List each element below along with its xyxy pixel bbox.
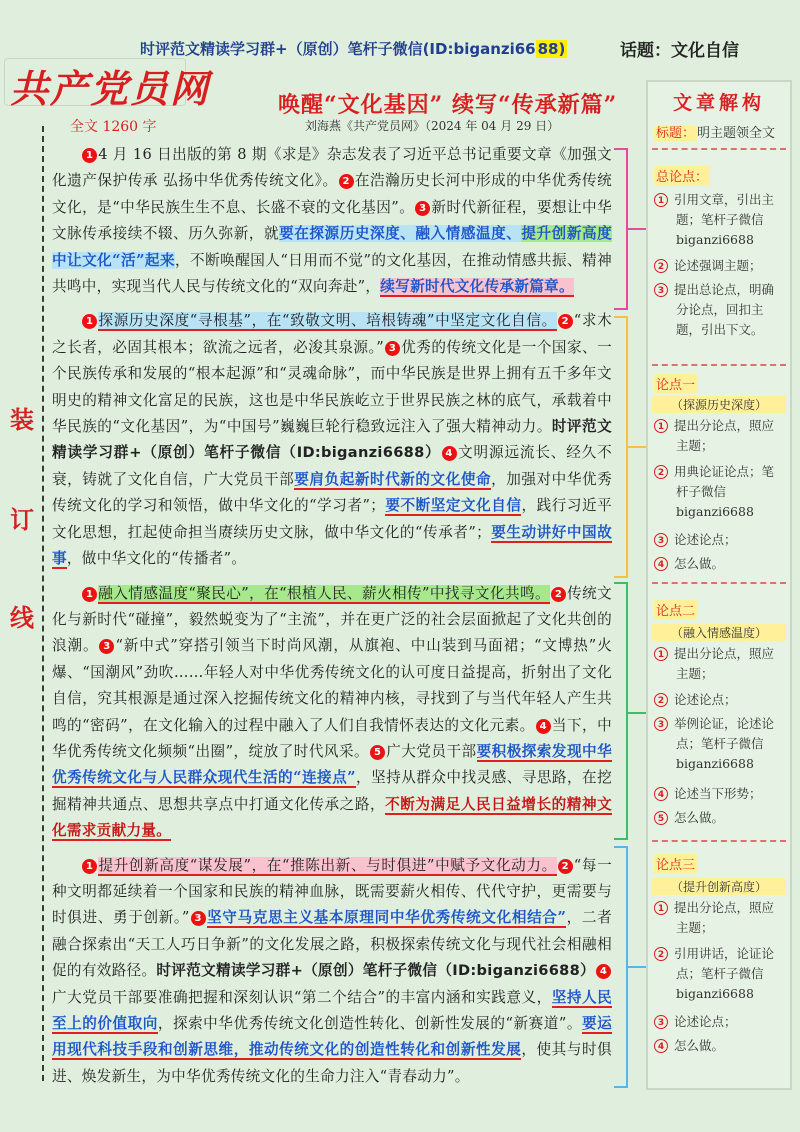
- sentence: 广大党员干部要准确把握和深刻认识“第二个结合”的丰富内涵和实践意义，: [52, 988, 552, 1006]
- point-one-head: 论点一: [654, 374, 697, 393]
- general-thesis-head: 总论点：: [654, 166, 710, 185]
- structure-item: [654, 416, 782, 456]
- action-highlight: 要运用现代科技手段和创新思维，推动传统文化的创造性转化和创新性发展: [52, 1015, 612, 1059]
- sentence: ，加强对中华优秀传统文化的学习和领悟，做中华文化的“学习者”；: [52, 470, 612, 515]
- thesis-highlight: 提升创新高度: [521, 225, 612, 243]
- item-number: 1: [654, 419, 668, 433]
- point-two-bracket: [614, 582, 628, 840]
- item-number: 3: [654, 283, 668, 297]
- action-highlight: 要积极探索发现中华优秀传统文化与人民群众现代生活的“连接点”: [52, 742, 612, 787]
- paragraph-point-three: [52, 853, 612, 1091]
- point-one-bracket: [614, 316, 628, 578]
- point-one-sub: （探源历史深度）: [652, 396, 786, 413]
- structure-item: [654, 190, 782, 250]
- item-number: 4: [654, 557, 668, 571]
- action-highlight: 要不断坚定文化自信: [385, 497, 522, 515]
- sentence-number: 1: [82, 148, 97, 163]
- sentence-number: 1: [82, 587, 97, 602]
- point-one-connector: [628, 446, 646, 448]
- item-number: 3: [654, 717, 668, 731]
- promo-text: 时评范文精读学习群+（原创）笔杆子微信（ID:biganzi6688）: [156, 962, 596, 980]
- topic-badge: 话题：文化自信: [620, 41, 739, 61]
- structure-item: [654, 898, 782, 938]
- item-text: 怎么做。: [674, 810, 725, 825]
- item-number: 2: [654, 259, 668, 273]
- structure-item: [654, 1012, 782, 1032]
- item-number: 5: [654, 811, 668, 825]
- item-text: 提出总论点，明确分论点，回扣主题，引出下文。: [674, 282, 775, 337]
- action-highlight: 坚持人民至上的价值取向: [52, 988, 612, 1032]
- title-note-text: 明主题领全文: [697, 126, 776, 141]
- header-highlight: 88): [537, 40, 566, 58]
- item-number: 3: [654, 1015, 668, 1029]
- article-title: 唤醒“文化基因” 续写“传承新篇”: [278, 92, 618, 118]
- sentence: ，做中华文化的“传播者”。: [66, 550, 247, 568]
- sentence: 广大党员干部: [386, 742, 477, 760]
- sentence-number: 2: [339, 174, 354, 189]
- sentence: 传统文化与新时代“碰撞”，毅然蜕变为了“主流”，并在更广泛的社会层面掀起了文化共创的浪潮。: [52, 584, 612, 655]
- sentence-number: 2: [558, 314, 573, 329]
- promo-text: 时评范文精读学习群+（原创）笔杆子微信（ID:biganzi6688）: [52, 418, 612, 462]
- sentence: ，探索中华优秀传统文化创造性转化、创新性发展的“新赛道”。: [157, 1015, 582, 1032]
- item-text: 提出分论点，照应主题；: [674, 418, 775, 453]
- structure-item: [654, 554, 782, 574]
- sentence-number: 5: [370, 745, 385, 760]
- item-text: 论述论点；: [674, 692, 737, 707]
- item-text: 论述强调主题；: [674, 258, 762, 273]
- sentence: 文明源远流长、经久不衰，铸就了文化自信，广大党员干部: [52, 444, 612, 488]
- point-three-connector: [628, 966, 646, 968]
- sentence-number: 2: [551, 587, 566, 602]
- sentence-number: 1: [82, 314, 97, 329]
- point-two-head: 论点二: [654, 600, 697, 619]
- item-text: 举例论证，论述论点；笔杆子微信 biganzi6688: [674, 716, 775, 771]
- sentence: ，不断唤醒国人“日用而不觉”的文化基因，在推动情感共振、精神共鸣中，实现当代人民与传统文化的“双向奔赴”，: [52, 251, 612, 296]
- sentence: “求木之长者，必固其根本；欲流之远者，必浚其泉源。”: [52, 312, 612, 356]
- binding-char: 线: [10, 603, 34, 632]
- structure-item: [654, 644, 782, 684]
- article-body: [52, 142, 612, 1090]
- sentence: 优秀的传统文化是一个国家、一个民族传承和发展的“根本起源”和“灵魂命脉”，而中华民族是世界上拥有五千多年文明史的精神文化富足的民族，这也是中华民族屹立于世界民族之林的底气，承载着中华民族的“文化基因”，为“中国号”巍巍巨轮行稳致远注入了强大精神动力。: [52, 338, 613, 436]
- subpoint-highlight: 提升创新高度“谋发展”，在“推陈出新、与时俱进”中赋予文化动力。: [98, 856, 557, 874]
- paragraph-point-two: [52, 581, 612, 845]
- structure-item: [654, 1036, 782, 1056]
- sentence-number: 3: [99, 639, 114, 654]
- point-three-bracket: [614, 846, 628, 1088]
- divider: [652, 582, 786, 584]
- item-text: 引用讲话，论证论点；笔杆子微信 biganzi6688: [674, 946, 775, 1001]
- structure-title: 文章解构: [672, 92, 765, 114]
- point-two-sub: （融入情感温度）: [652, 624, 786, 641]
- action-highlight: 坚守马克思主义基本原理同中华优秀传统文化相结合”: [206, 909, 567, 927]
- point-two-connector: [628, 712, 646, 714]
- action-highlight: 要肩负起新时代新的文化使命: [294, 470, 492, 488]
- item-number: 2: [654, 693, 668, 707]
- paragraph-intro: [52, 142, 612, 300]
- structure-item: [654, 784, 782, 804]
- item-number: 1: [654, 193, 668, 207]
- sentence: “每一种文明都延续着一个国家和民族的精神血脉，既需要薪火相传、代代守护，更需要与时俱进、勇于创新。”: [52, 856, 612, 927]
- item-text: 提出分论点，照应主题；: [674, 646, 775, 681]
- header-text: 时评范文精读学习群+（原创）笔杆子微信(ID:biganzi66: [140, 40, 536, 58]
- structure-item: [654, 714, 782, 774]
- site-logo: 共产党员网: [10, 66, 211, 111]
- item-number: 3: [654, 533, 668, 547]
- byline: 刘海燕《共产党员网》（2024 年 04 月 29 日）: [305, 119, 560, 133]
- sentence: 在浩瀚历史长河中形成的中华优秀传统文化，是“中华民族生生不息、长盛不衰的文化基因”。: [52, 172, 613, 216]
- item-text: 怎么做。: [674, 556, 725, 571]
- point-three-head: 论点三: [654, 854, 697, 873]
- structure-item: [654, 280, 782, 340]
- item-text: 引用文章，引出主题；笔杆子微信 biganzi6688: [674, 192, 775, 247]
- sentence-number: 2: [558, 859, 573, 874]
- sentence: 当下，中华优秀传统文化频频“出圈”，绽放了时代风采。: [52, 716, 612, 760]
- sentence-number: 4: [442, 446, 457, 461]
- title-note: [654, 122, 775, 141]
- item-text: 论述论点；: [674, 532, 737, 547]
- thesis-highlight: 中让文化“活”起来: [52, 251, 176, 269]
- sentence-number: 4: [596, 964, 611, 979]
- binding-char: 订: [10, 505, 34, 534]
- item-text: 论述当下形势；: [674, 786, 762, 801]
- item-number: 1: [654, 901, 668, 915]
- structure-item: [654, 944, 782, 1004]
- structure-panel: [646, 80, 792, 1090]
- divider: [652, 364, 786, 366]
- item-number: 2: [654, 947, 668, 961]
- sentence-number: 3: [385, 341, 400, 356]
- sentence-number: 3: [415, 201, 430, 216]
- structure-item: [654, 256, 782, 276]
- item-text: 论述论点；: [674, 1014, 737, 1029]
- binding-line: [42, 126, 44, 1081]
- sentence: 4 月 16 日出版的第 8 期《求是》杂志发表了习近平总书记重要文章《加强文化遗产保护传承 弘扬中华优秀传统文化》。: [52, 146, 612, 190]
- thesis-highlight: 要在探源历史深度、融入情感温度、: [279, 225, 522, 243]
- item-text: 用典论证论点；笔杆子微信 biganzi6688: [674, 464, 775, 519]
- item-number: 4: [654, 1039, 668, 1053]
- divider: [652, 148, 786, 150]
- structure-item: [654, 808, 782, 828]
- sentence: “新中式”穿搭引领当下时尚风潮，从旗袍、中山装到马面裙；“文博热”火爆、“国潮风”劲吹……年轻人对中华优秀传统文化的认可度日益提高，折射出了文化自信，究其根源是通过深入挖掘传统文化的精神内核，寻找到了与当代年轻人产生共鸣的“密码”，在文化输入的过程中融入了人们自我情怀表达的文化元素。: [52, 637, 612, 734]
- intro-connector: [628, 228, 646, 230]
- point-three-sub: （提升创新高度）: [652, 878, 786, 895]
- structure-item: [654, 530, 782, 550]
- sentence: 新时代新征程，要想让中华文脉传承接续不辍、历久弥新，就: [52, 198, 612, 243]
- structure-item: [654, 690, 782, 710]
- paragraph-point-one: [52, 308, 612, 572]
- title-tag: 标题：: [656, 126, 696, 141]
- intro-bracket: [614, 148, 628, 310]
- action-highlight: 不断为满足人民日益增长的精神文化需求贡献力量。: [52, 795, 612, 840]
- item-text: 怎么做。: [674, 1038, 725, 1053]
- sentence: ，践行习近平文化思想，扛起使命担当赓续历史文脉，做中华文化的“传承者”；: [52, 497, 612, 541]
- action-highlight: 要生动讲好中国故事: [52, 523, 612, 568]
- sentence-number: 4: [536, 719, 551, 734]
- subpoint-highlight: 融入情感温度“聚民心”，在“根植人民、薪火相传”中找寻文化共鸣。: [98, 584, 550, 602]
- binding-char: 装: [10, 405, 34, 434]
- item-text: 提出分论点，照应主题；: [674, 900, 775, 935]
- header-line: [140, 38, 567, 59]
- item-number: 2: [654, 465, 668, 479]
- sentence: ，坚持从群众中找灵感、寻思路，在挖掘精神共通点、思想共享点中打通文化传承之路，: [52, 769, 612, 813]
- divider: [652, 840, 786, 842]
- word-count: 全文 1260 字: [70, 119, 157, 135]
- sentence-number: 1: [82, 859, 97, 874]
- thesis-highlight: 续写新时代文化传承新篇章。: [380, 278, 574, 296]
- structure-item: [654, 462, 782, 522]
- sentence: ，使其与时俱进、焕发新生，为中华优秀传统文化的生命力注入“青春动力”。: [52, 1041, 612, 1085]
- sentence-number: 3: [191, 911, 206, 926]
- item-number: 1: [654, 647, 668, 661]
- sentence: ，二者融合探索出“天工人巧日争新”的文化发展之路，积极探索传统文化与现代社会相融相促的有效路径。: [52, 909, 612, 980]
- subpoint-highlight: 探源历史深度“寻根基”，在“致敬文明、培根铸魂”中坚定文化自信。: [98, 312, 557, 330]
- item-number: 4: [654, 787, 668, 801]
